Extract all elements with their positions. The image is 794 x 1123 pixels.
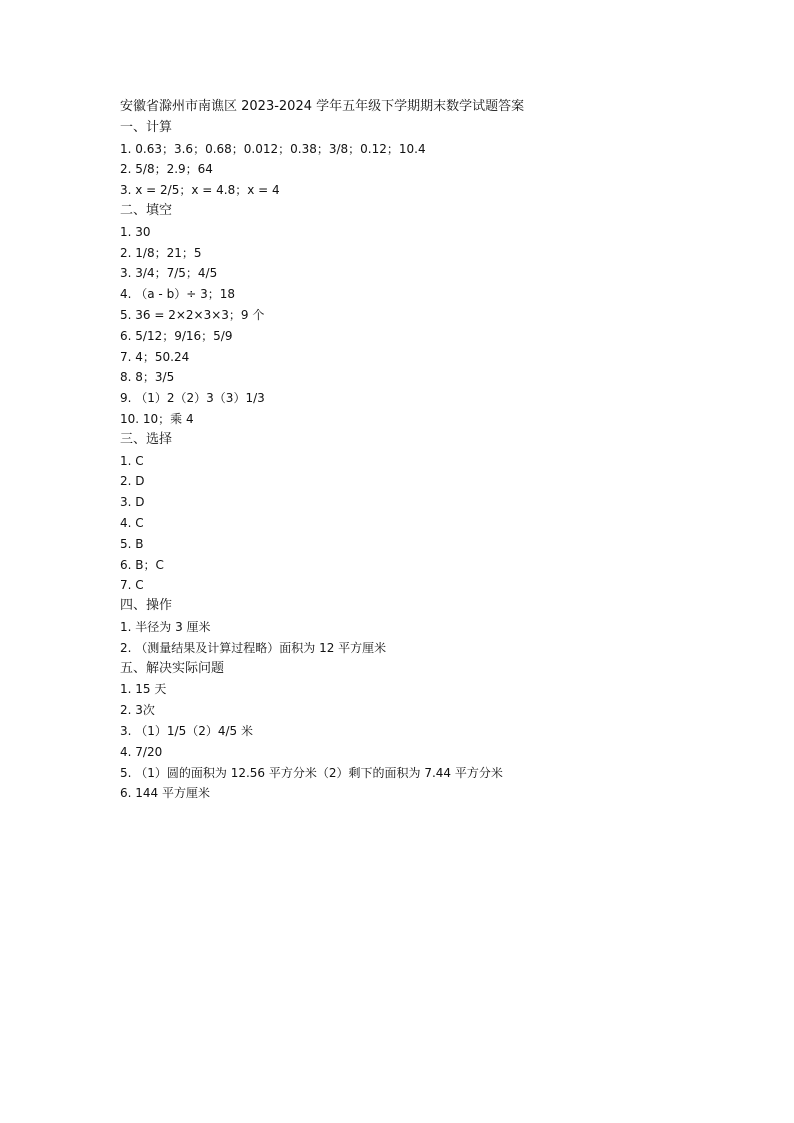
answer-line: 2. （测量结果及计算过程略）面积为 12 平方厘米 [120, 640, 387, 655]
answer-line: 2. 3次 [120, 703, 155, 718]
answer-line: 2. 1/8；21；5 [120, 245, 202, 260]
answer-line: 8. 8；3/5 [120, 370, 175, 385]
section-heading: 四、操作 [120, 598, 173, 614]
answer-line: 1. 30 [120, 224, 151, 239]
answer-line: 5. （1）圆的面积为 12.56 平方分米（2）剩下的面积为 7.44 平方分米 [120, 765, 503, 780]
answer-line: 1. 半径为 3 厘米 [120, 619, 211, 634]
answer-line: 3. x = 2/5；x = 4.8；x = 4 [120, 183, 280, 198]
answer-document [120, 97, 760, 804]
answer-line: 7. 4；50.24 [120, 349, 190, 364]
section-heading: 二、填空 [120, 202, 173, 218]
answer-line: 4. C [120, 515, 144, 530]
answer-line: 1. 15 天 [120, 682, 167, 697]
answer-line: 4. 7/20 [120, 744, 163, 759]
answer-line: 1. 0.63；3.6；0.68；0.012；0.38；3/8；0.12；10.4 [120, 141, 426, 156]
answer-line: 3. 3/4；7/5；4/5 [120, 266, 218, 281]
answer-line: 9. （1）2（2）3（3）1/3 [120, 391, 265, 406]
section-multiple-choice [120, 430, 760, 596]
answer-line: 10. 10；乘 4 [120, 411, 194, 426]
answer-line: 5. 36 = 2×2×3×3；9 个 [120, 307, 265, 322]
answer-line: 7. C [120, 578, 144, 593]
answer-line: 3. （1）1/5（2）4/5 米 [120, 723, 253, 738]
section-calculation [120, 118, 760, 201]
answer-line: 2. D [120, 474, 145, 489]
answer-line: 6. B；C [120, 557, 164, 572]
answer-line: 6. 5/12；9/16；5/9 [120, 328, 233, 343]
answer-line: 3. D [120, 495, 145, 510]
section-fill-in [120, 201, 760, 430]
section-operation [120, 596, 760, 658]
section-heading: 五、解决实际问题 [120, 660, 225, 676]
answer-line: 5. B [120, 536, 144, 551]
answer-line: 1. C [120, 453, 144, 468]
section-heading: 三、选择 [120, 431, 173, 447]
answer-line: 6. 144 平方厘米 [120, 786, 210, 801]
document-title: 安徽省滁州市南谯区 2023-2024 学年五年级下学期期末数学试题答案 [120, 99, 525, 114]
answer-line: 2. 5/8；2.9；64 [120, 162, 213, 177]
answer-line: 4. （a - b）÷ 3；18 [120, 287, 235, 302]
section-heading: 一、计算 [120, 119, 173, 135]
section-word-problems [120, 659, 760, 805]
